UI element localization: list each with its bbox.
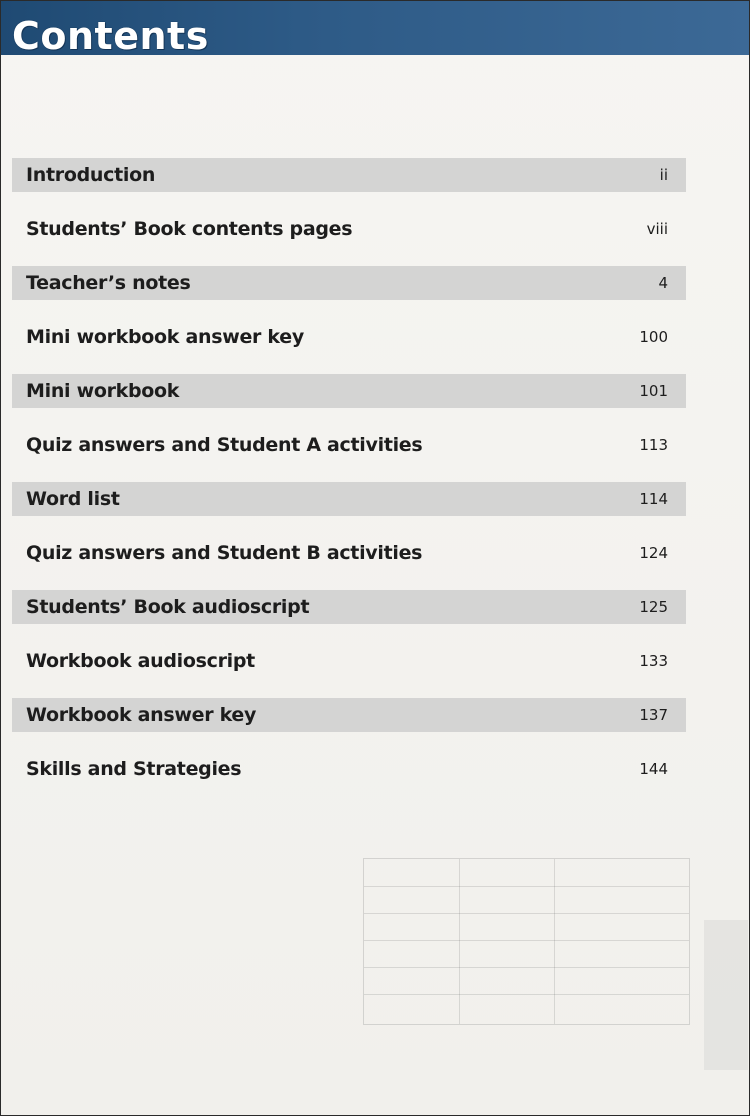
page-title: Contents <box>12 14 209 58</box>
toc-entry[interactable] <box>12 698 686 732</box>
toc-entry-label: Mini workbook answer key <box>26 326 304 348</box>
toc-entry-label: Teacher’s notes <box>26 272 191 294</box>
toc-entry[interactable] <box>12 482 686 516</box>
toc-entry-page-number: 124 <box>639 544 668 562</box>
toc-entry[interactable] <box>12 536 686 570</box>
toc-entry-page-number: viii <box>646 220 668 238</box>
toc-entry[interactable] <box>12 320 686 354</box>
toc-entry-label: Quiz answers and Student A activities <box>26 434 423 456</box>
toc-entry-label: Skills and Strategies <box>26 758 242 780</box>
toc-entry-page-number: ii <box>659 166 668 184</box>
toc-entry-page-number: 114 <box>639 490 668 508</box>
toc-entry-label: Workbook answer key <box>26 704 257 726</box>
toc-entry-label: Word list <box>26 488 120 510</box>
toc-entry[interactable] <box>12 266 686 300</box>
toc-entry-label: Workbook audioscript <box>26 650 255 672</box>
toc-entry[interactable] <box>12 752 686 786</box>
toc-entry-page-number: 101 <box>639 382 668 400</box>
toc-entry[interactable] <box>12 374 686 408</box>
toc-entry-label: Introduction <box>26 164 156 186</box>
toc-entry-label: Students’ Book contents pages <box>26 218 353 240</box>
toc-entry-label: Students’ Book audioscript <box>26 596 310 618</box>
toc-entry[interactable] <box>12 428 686 462</box>
toc-entry-page-number: 137 <box>639 706 668 724</box>
toc-entry-page-number: 4 <box>658 274 668 292</box>
toc-entry-page-number: 100 <box>639 328 668 346</box>
table-of-contents <box>12 158 686 806</box>
toc-entry-page-number: 144 <box>639 760 668 778</box>
toc-entry[interactable] <box>12 158 686 192</box>
toc-entry-label: Mini workbook <box>26 380 180 402</box>
toc-entry-label: Quiz answers and Student B activities <box>26 542 423 564</box>
toc-entry-page-number: 113 <box>639 436 668 454</box>
toc-entry-page-number: 125 <box>639 598 668 616</box>
toc-entry[interactable] <box>12 644 686 678</box>
toc-entry-page-number: 133 <box>639 652 668 670</box>
toc-entry[interactable] <box>12 590 686 624</box>
toc-entry[interactable] <box>12 212 686 246</box>
